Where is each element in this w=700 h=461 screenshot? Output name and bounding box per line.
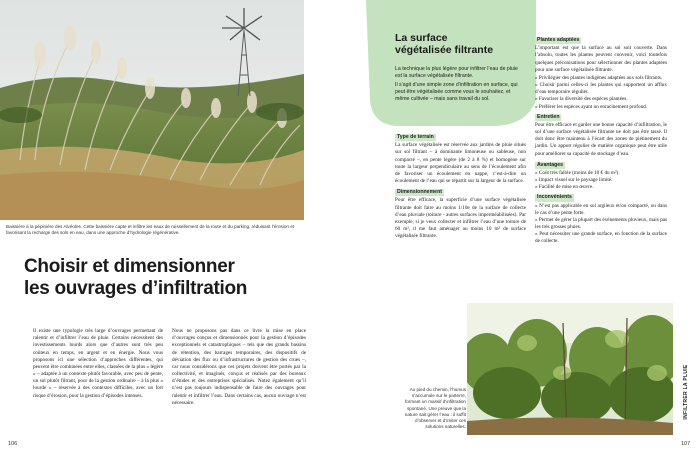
photo-massif-infiltration: [467, 303, 673, 435]
bullet-item: » N’est pas applicable en sol argileux et/ou compacté, ou dans le cas d’une pente forte.: [535, 202, 667, 216]
bullet-item: » Permet de gérer la plupart des événements pluvieux, mais pas les très grosses pluies.: [535, 216, 667, 231]
photo-caption-bottom: Au pied du chemin, l’humus s’accumule sur le parterre, formant un massif d’infiltration spontané. Une preuve que la nature sait gérer l’eau : il suffit d’observer et d’imiter ces solutions naturelles.: [404, 387, 466, 430]
section-box-text: [395, 66, 519, 104]
page-number-right: 107: [681, 441, 691, 447]
bullet-item: » Choisir parmi celles-ci les plantes qui supportent un afflux d’eau temporaire régulier.: [535, 82, 667, 96]
text-column-3: [395, 131, 526, 241]
text-column-2: Nous ne proposons pas dans ce livre la mise en place d’ouvrages conçus et dimensionnés pour la gestion d’épisodes exceptionnels et catastrophiques – tels que des grands bassins de rétention, des barrages temporaires, des dispositifs de déviation des flux ou d’infrastructures de gestion des crues –, car nous considérons que ces projets doivent être portés par la collectivité, et imaginés, conçus et réalisés par des bureaux d’études et des entreprises spécialisés. Notez également qu’il n’est pas toujours indispensable de faire des ouvrages pour ralentir et infiltrer l’eau. Dans certains cas, aucun ouvrage n’est nécessaire.: [172, 328, 306, 406]
bullet-item: » Coût très faible (moins de 10 € du m²).: [535, 169, 620, 176]
side-label-text: INFILTRER LA PLUIE: [683, 364, 689, 420]
subhead-avantages: Avantages: [537, 161, 564, 168]
box-text-2: Il s’agit d’une simple zone d’infiltration en surface, qui peut être végétalisée comme vous le souhaitez, et même cultivée – mais sans travail du sol.: [395, 81, 518, 103]
paragraph-plantes-adaptees: L’important est que la surface au sol soit couverte. Dans l’absolu, toutes les plantes peuvent convenir, voici toutefois quelques préconisations pour sélectionner des plantes adaptées pour une surface végétalisée filtrante.: [535, 45, 667, 73]
text-column-4: [535, 37, 667, 246]
paragraph-entretien: Pour être efficace et garder une bonne capacité d’infiltration, le sol d’une surface végétalisée filtrante ne doit pas être tassé. Il doit donc être maintenu à l’écart des zones de piétinement du jardin. Un apport régulier de matière organique peut être utile pour améliorer sa capacité de stockage d’eau.: [535, 121, 667, 157]
bullet-item: » Impact visuel sur le paysage limité.: [535, 177, 613, 184]
highlight-box-shape: [366, 0, 536, 128]
bullet-item: » Facilité de mise en œuvre.: [535, 184, 594, 191]
subhead-dimensionnement: Dimensionnement: [397, 189, 442, 196]
subhead-entretien: Entretien: [537, 113, 560, 120]
photo-baissiere: [0, 0, 304, 220]
chapter-side-label: [680, 362, 692, 422]
bullet-item: » Préférer les espèces ayant un enracinement profond.: [535, 103, 648, 110]
title-line-2: les ouvrages d’infiltration: [24, 277, 248, 299]
paragraph-dimensionnement: Pour être efficace, la superficie d’une surface végétalisée filtrante doit faire au moins 1/10e de la surface de collecte d’eau pluviale (toiture - autres surfaces imperméabilisées). Par exemple, si je veux collecter et infiltrer l’eau d’une toiture de 60 m², il me faut aménager au moins 10 m² de surface végétalisée filtrante.: [395, 197, 526, 240]
bullet-item: » Privilégier des plantes indigènes adaptées aux sols filtrants.: [535, 74, 663, 81]
section-box-title: [395, 32, 525, 56]
box-title-line-1: La surface: [395, 32, 448, 44]
chapter-title: [24, 256, 284, 300]
bullet-item: » Favoriser la diversité des espèces plantées.: [535, 96, 628, 103]
paragraph-type-de-terrain: La surface végétalisée est réservée aux jardins de pluie situés sur sol filtrant – à dominante limoneuse ou sableuse, non compacté –, en pente légère (de 2 à 8 %) et homogène sur toute la largeur perpendiculaire au sens de l’écoulement afin de favoriser un écoulement en nappe, c’est-à-dire un écoulement de l’eau qui se répartit sur la largeur de la surface.: [395, 142, 526, 185]
box-title-line-2: végétalisée filtrante: [395, 44, 494, 57]
bullet-item: » Peut nécessiter une grande surface, en fonction de la surface de collecte.: [535, 231, 667, 245]
subhead-plantes-adaptees: Plantes adaptées: [537, 37, 580, 43]
page-number-left: 106: [8, 441, 18, 447]
title-line-1: Choisir et dimensionner: [24, 256, 235, 277]
text-column-1: Il existe une typologie très large d’ouvrages permettant de ralentir et d’infiltrer l’eau de pluie. Certains nécessitent des investissements lourds alors que d’autres sont très peu coûteux en temps, en argent et en énergie. Nous vous proposons ici une sélection d’approches différentes, qui peuvent être combinées entre elles, classées de la plus « légère » – adaptée à un contexte plutôt favorable, avec peu de pente, un sol plutôt filtrant, pour de la gestion ordinaire – à la plus « lourde » – réservée à des contextes difficiles, avec un fort risque d’érosion, pour la gestion d’épisodes intenses.: [33, 328, 163, 399]
box-text-1: La technique la plus légère pour infiltrer l’eau de pluie est la surface végétalisée filtrante.: [395, 66, 518, 80]
photo-caption-top: Baissière à la pépinière des Alvéoles. Cette baissière capte et infiltre les eaux de ruissellement de la route et du parking, réduisant l’érosion et favorisant la recharge des sols en eau, dans une approche d’hydrologie régénérative.: [6, 224, 295, 236]
subhead-inconvenients: Inconvénients: [537, 194, 572, 201]
subhead-type-de-terrain: Type de terrain: [397, 134, 434, 140]
